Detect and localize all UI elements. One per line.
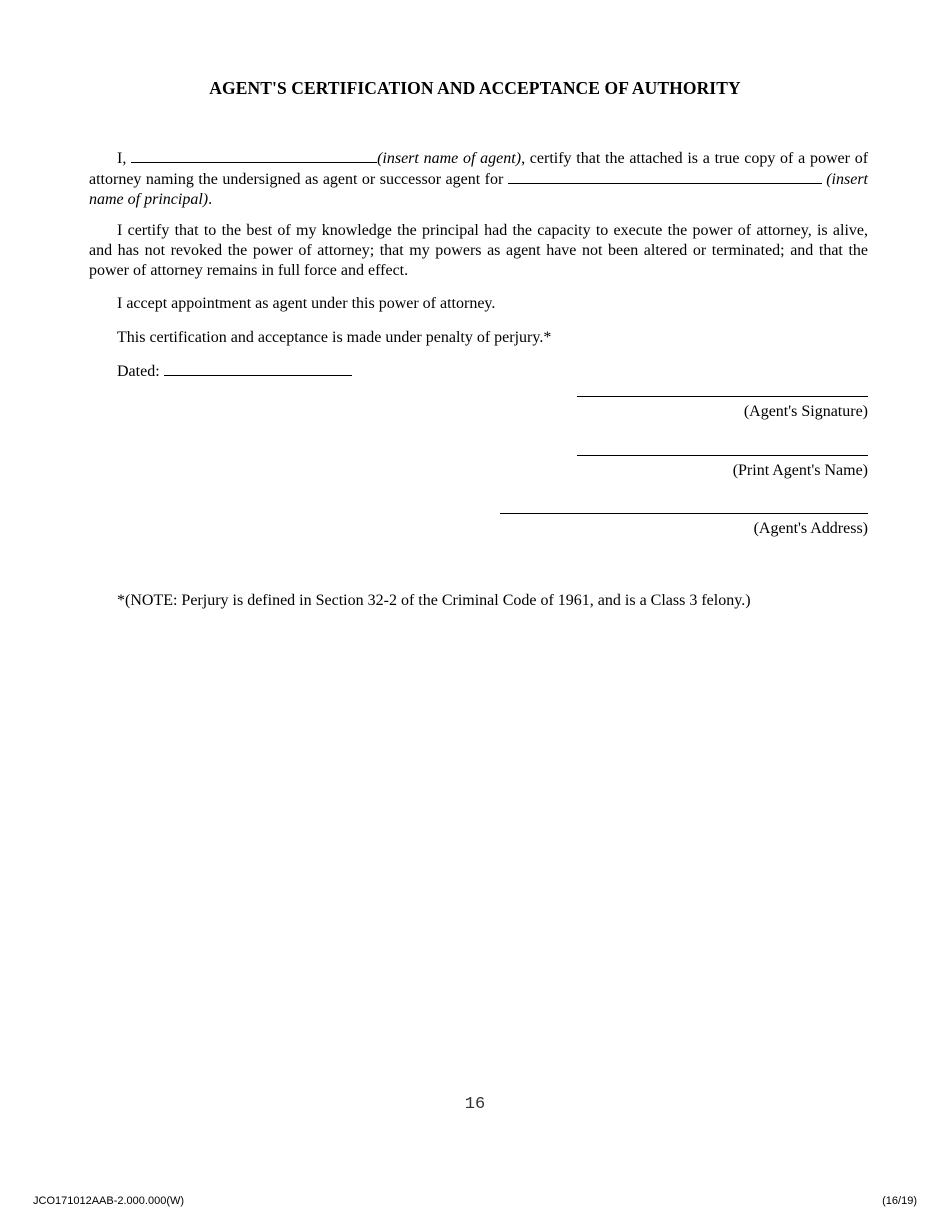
agent-address-line[interactable] <box>500 512 868 514</box>
dated-label: Dated: <box>117 363 160 380</box>
agent-print-name-label: (Print Agent's Name) <box>732 462 868 479</box>
paragraph-capacity: I certify that to the best of my knowledge the principal had the capacity to execute the power of attorney, is alive, and has not revoked the power of attorney; that my powers as agent have not been altered or terminated; and that the power of attorney remains in full force and effect. <box>89 222 868 279</box>
agent-print-name-block <box>577 454 868 481</box>
agent-address-label: (Agent's Address) <box>753 520 868 537</box>
dated-line <box>89 361 868 382</box>
agent-signature-label: (Agent's Signature) <box>743 403 868 420</box>
paragraph-lead: I, <box>117 150 127 167</box>
paragraph-end: . <box>208 191 213 208</box>
paragraph-certification <box>89 148 868 210</box>
agent-name-blank[interactable] <box>131 148 377 163</box>
page-number: 16 <box>464 1095 486 1114</box>
agent-print-name-line[interactable] <box>577 454 868 456</box>
paragraph-acceptance: I accept appointment as agent under this power of attorney. <box>117 295 496 312</box>
agent-address-block <box>500 512 868 539</box>
footer-page-count: (16/19) <box>882 1195 917 1207</box>
paragraph-middle: , certify that the attached is a true copy of a power of attorney naming the undersigned as agent or successor agent for <box>89 150 869 188</box>
agent-signature-line[interactable] <box>577 395 868 397</box>
principal-name-blank[interactable] <box>508 169 822 184</box>
principal-name-hint: (insert name of principal) <box>89 171 868 208</box>
agent-name-hint: (insert name of agent) <box>377 150 522 167</box>
footer-doc-code: JCO171012AAB-2.000.000(W) <box>33 1195 185 1207</box>
agent-signature-block <box>577 395 868 422</box>
document-title: AGENT'S CERTIFICATION AND ACCEPTANCE OF AUTHORITY <box>209 78 741 98</box>
date-blank[interactable] <box>164 361 352 376</box>
paragraph-perjury: This certification and acceptance is made under penalty of perjury.* <box>117 329 552 346</box>
perjury-note: *(NOTE: Perjury is defined in Section 32‑2 of the Criminal Code of 1961, and is a Class 3 felony.) <box>117 592 751 609</box>
